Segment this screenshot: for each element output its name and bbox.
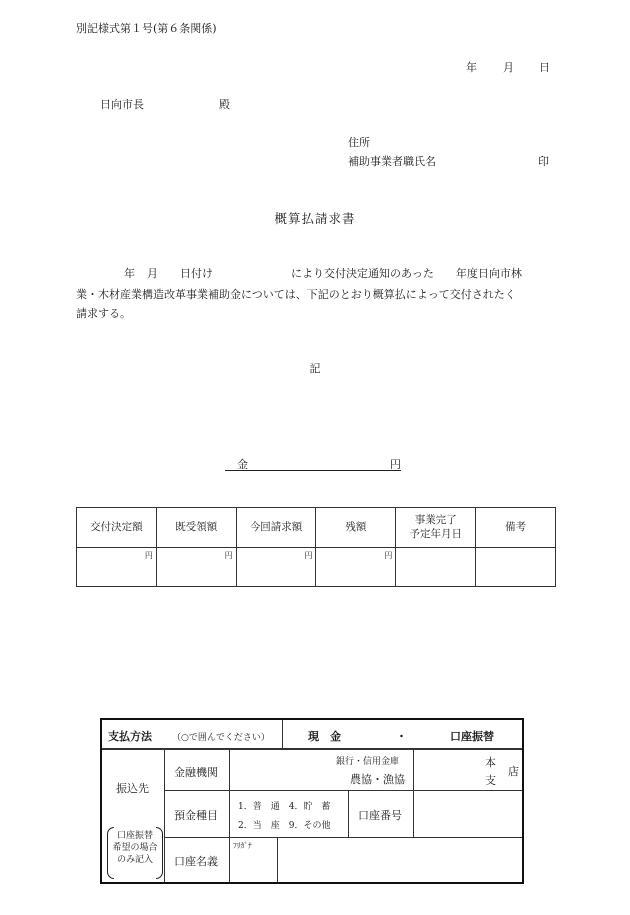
table-value-row — [77, 548, 556, 587]
addressee-honorific: 殿 — [219, 98, 230, 111]
furigana-label: ﾌﾘｶﾞﾅ — [233, 841, 252, 850]
date-day-label: 日 — [539, 61, 550, 74]
document-title: 概算払請求書 — [274, 211, 356, 226]
cell-balance[interactable]: 円 — [316, 548, 396, 587]
header-received: 既受領額 — [156, 508, 236, 548]
addressee: 日向市長 — [100, 98, 144, 111]
body-line-1 — [76, 265, 556, 281]
deposit-label: 預金種目 — [174, 809, 218, 822]
cell-received[interactable]: 円 — [156, 548, 236, 587]
date-month-label: 月 — [503, 61, 514, 74]
body-dated: 日付け — [180, 267, 213, 280]
cell-completion-date[interactable] — [396, 548, 476, 587]
holder-label: 口座名義 — [174, 855, 218, 868]
method-cash[interactable]: 現 金 — [308, 730, 341, 743]
header-grant-decision: 交付決定額 — [77, 508, 157, 548]
seal-mark: 印 — [538, 155, 549, 168]
body-notice: により交付決定通知のあった — [291, 267, 434, 280]
address-label: 住所 — [348, 136, 370, 149]
branch-main: 本 — [485, 756, 496, 769]
deposit-row-1[interactable]: 1．普 通 4．貯 蓄 — [238, 802, 331, 812]
bank-label: 金融機関 — [174, 766, 218, 779]
body-fiscal-year: 年度日向市林 — [455, 267, 522, 280]
account-number-label: 口座番号 — [358, 809, 402, 822]
body-year: 年 — [124, 267, 135, 280]
cell-remarks[interactable] — [476, 548, 556, 587]
header-remarks: 備考 — [476, 508, 556, 548]
body-line-2: 業・木材産業構造改革事業補助金については、下記のとおり概算払によって交付されたく — [76, 288, 516, 301]
ki-heading: 記 — [309, 362, 321, 375]
header-current-request: 今回請求額 — [236, 508, 316, 548]
form-number: 別記様式第１号(第６条関係) — [76, 22, 217, 35]
bank-type-1: 銀行・信用金庫 — [336, 757, 400, 767]
method-note: （○で囲んでください） — [172, 733, 270, 743]
amount-table — [76, 507, 556, 587]
method-dot: ・ — [396, 730, 407, 743]
header-completion-date: 事業完了 予定年月日 — [396, 508, 476, 548]
table-header-row — [77, 508, 556, 548]
bank-type-2: 農協・漁協 — [350, 773, 405, 786]
cell-current-request[interactable]: 円 — [236, 548, 316, 587]
branch-suffix: 店 — [508, 765, 519, 778]
date-year-label: 年 — [466, 61, 477, 74]
amount-yen: 円 — [390, 458, 401, 471]
amount-line — [225, 456, 401, 471]
destination-label: 振込先 — [116, 782, 149, 795]
applicant-label: 補助事業者職氏名 — [348, 155, 436, 168]
body-line-3: 請求する。 — [76, 307, 131, 320]
bracket-note-text: 口座振替 希望の場合 のみ記入 — [112, 831, 158, 865]
header-balance: 残額 — [316, 508, 396, 548]
branch-sub: 支 — [485, 774, 496, 787]
method-label: 支払方法 — [108, 730, 152, 743]
body-month: 月 — [147, 267, 158, 280]
deposit-row-2[interactable]: 2．当 座 9．その他 — [238, 821, 331, 831]
payment-box — [100, 718, 524, 884]
amount-kin: 金 — [237, 458, 248, 471]
method-transfer[interactable]: 口座振替 — [450, 730, 494, 743]
cell-grant-decision[interactable]: 円 — [77, 548, 157, 587]
